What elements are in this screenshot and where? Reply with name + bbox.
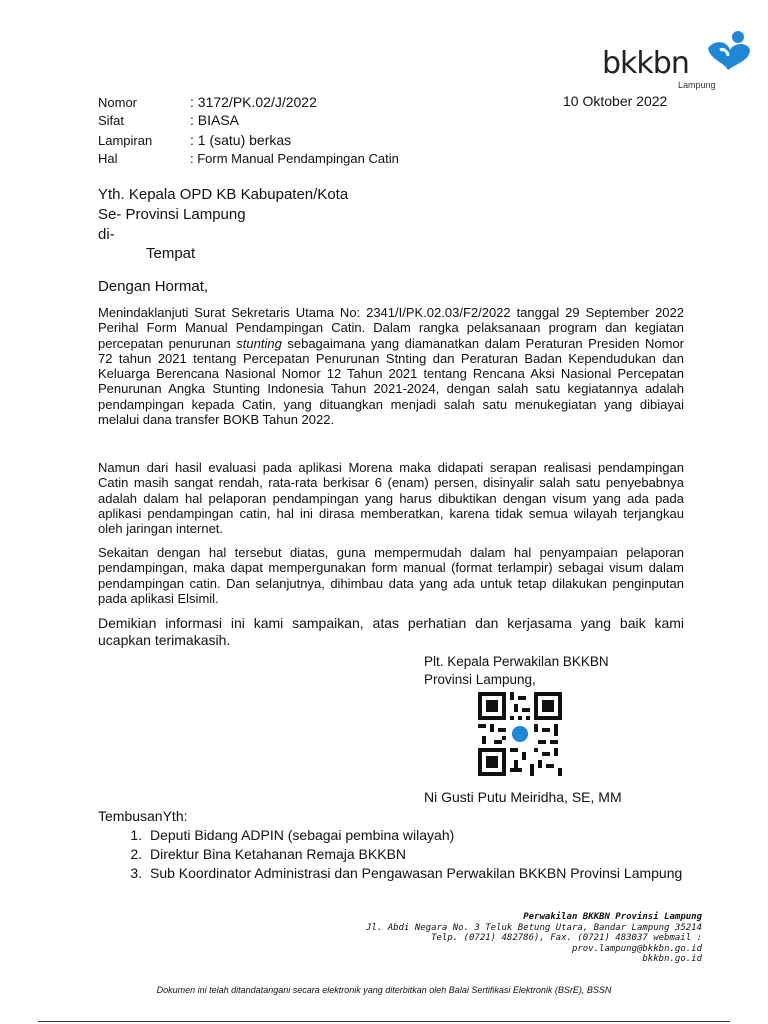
hal-value: : Form Manual Pendampingan Catin — [190, 151, 399, 166]
greeting: Dengan Hormat, — [98, 278, 209, 295]
footer-phone: Telp. (0721) 482786), Fax. (0721) 483037 webmail : — [431, 933, 702, 943]
bkkbn-logo-sub: Lampung — [678, 80, 716, 90]
addressee-line-3: di- — [98, 226, 115, 243]
hal-label: Hal — [98, 151, 118, 166]
footer-website: bkkbn.go.id — [642, 954, 702, 964]
body-paragraph-1-italic: stunting — [236, 335, 282, 351]
cc-list — [98, 826, 736, 883]
body-paragraph-1 — [98, 305, 684, 427]
cc-item: 2. Direktur Bina Ketahanan Remaja BKKBN — [146, 845, 736, 864]
cc-title: TembusanYth: — [98, 808, 188, 824]
nomor-value: : 3172/PK.02/J/2022 — [190, 94, 317, 110]
addressee-line-4: Tempat — [146, 245, 196, 262]
letter-date: 10 Oktober 2022 — [563, 93, 668, 109]
footer-divider — [38, 1021, 730, 1022]
lampiran-value: : 1 (satu) berkas — [190, 132, 292, 148]
signatory-name: Ni Gusti Putu Meiridha, SE, MM — [424, 789, 622, 805]
bkkbn-logo — [602, 28, 752, 92]
lampiran-label: Lampiran — [98, 133, 153, 148]
body-paragraph-3: Sekaitan dengan hal tersebut diatas, guna mempermudah dalam hal penyampaian pelaporan pendampingan, maka dapat mempergunakan form manual (format terlampir) sebagai visum dalam pendampingan catin. Dan selanjutnya, dihimbau data yang ada untuk tetap dilakukan penginputan pada aplikasi Elsimil. — [98, 545, 684, 606]
meta-hal — [98, 151, 399, 166]
addressee-line-1: Yth. Kepala OPD KB Kabupaten/Kota — [98, 186, 349, 203]
signature-title-1: Plt. Kepala Perwakilan BKKBN — [424, 654, 609, 669]
cc-item: 1. Deputi Bidang ADPIN (sebagai pembina wilayah) — [146, 826, 736, 845]
signature-qr-code — [478, 692, 562, 776]
sifat-label: Sifat — [98, 113, 125, 128]
e-signature-disclaimer: Dokumen ini telah ditandatangani secara elektronik yang diterbitkan oleh Balai Sertifikasi Elektronik (BSrE), BSSN — [156, 985, 612, 995]
sifat-value: : BIASA — [190, 112, 240, 128]
meta-nomor — [98, 94, 317, 110]
bkkbn-logo-mark — [702, 28, 754, 72]
footer-address: Jl. Abdi Negara No. 3 Teluk Betung Utara, Bandar Lampung 35214 — [366, 922, 702, 933]
body-paragraph-1-start: Menindaklanjuti Surat Sekretaris Utama No: 2341/I/PK.02.03/F2/2022 tanggal 29 September 2022 Perihal Form Manual Pendampingan Catin. Dalam rangka pelaksanaan program dan kegiatan percepatan penurunan — [98, 305, 684, 351]
body-paragraph-1-end: sebagaimana yang diamanatkan dalam Peraturan Presiden Nomor 72 tahun 2021 tentang Percepatan Penurunan Stnting dan Peraturan Badan Kependudukan dan Keluarga Berencana Nasional Nomor 12 Tahun 2021 tentang Rencana Aksi Nasional Percepatan Penurunan Angka Stunting Indonesia Tahun 2021-2024, dengan salah satu kegiatannya adalah pendampingan kepada Catin, yang dituangkan menjadi salah satu menukegiatan yang dibiayai melalui dana transfer BOKB Tahun 2022. — [98, 335, 685, 428]
addressee-line-2: Se- Provinsi Lampung — [98, 206, 246, 223]
body-paragraph-2: Namun dari hasil evaluasi pada aplikasi Morena maka didapati serapan realisasi pendampingan Catin masih sangat rendah, rata-rata berkisar 6 (enam) persen, disinyalir salah satu penyebabnya adalah dalam hal pelaporan pendampingan yang harus dibuktikan dengan visum yang ada pada aplikasi pendampingan catin, hal ini dirasa memberatkan, karena tidak semua wilayah terjangkau oleh jaringan internet. — [98, 460, 684, 537]
footer-contact — [366, 912, 702, 965]
bkkbn-logo-text: bkkbn — [602, 46, 689, 81]
footer-org-name: Perwakilan BKKBN Provinsi Lampung — [523, 912, 702, 922]
footer-email: prov.lampung@bkkbn.go.id — [571, 943, 702, 954]
meta-lampiran — [98, 132, 291, 148]
body-paragraph-4: Demikian informasi ini kami sampaikan, atas perhatian dan kerjasama yang baik kami ucapkan terimakasih. — [98, 615, 684, 648]
nomor-label: Nomor — [98, 95, 138, 110]
cc-item: 3. Sub Koordinator Administrasi dan Pengawasan Perwakilan BKKBN Provinsi Lampung — [146, 864, 736, 883]
meta-sifat — [98, 112, 239, 128]
signature-title-2: Provinsi Lampung, — [424, 672, 536, 687]
